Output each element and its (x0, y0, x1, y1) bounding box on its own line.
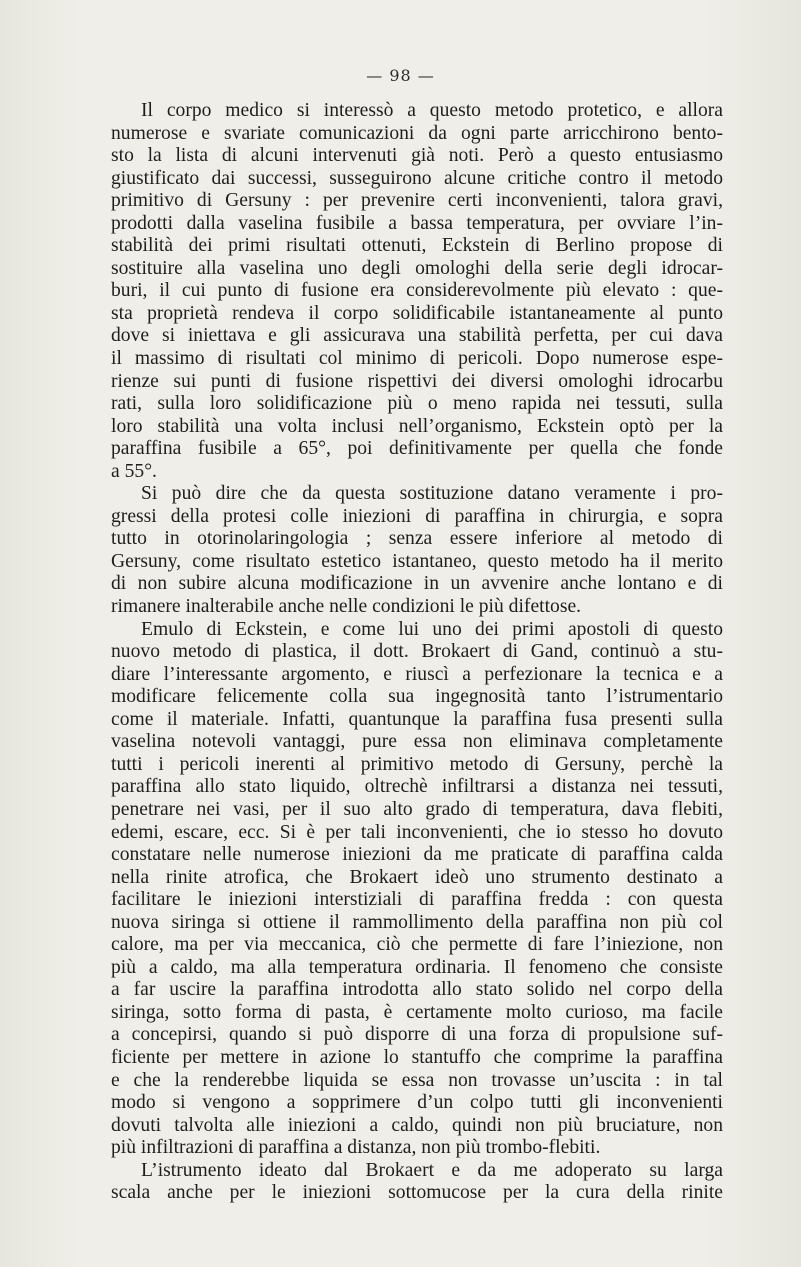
text-line: calore, ma per via meccanica, ciò che permette di fare l’iniezione, non (111, 934, 723, 956)
text-line: dove si iniettava e gli assicurava una stabilità perfetta, per cui dava (111, 325, 723, 347)
text-line: paraffina fusibile a 65°, poi definitivamente per quella che fonde (111, 438, 723, 460)
text-line: sta proprietà rendeva il corpo solidificabile istantaneamente al punto (111, 302, 723, 324)
text-line: numerose e svariate comunicazioni da ogni parte arricchirono bento- (111, 122, 723, 144)
paragraph (111, 483, 723, 618)
text-line: il massimo di risultati col minimo di pericoli. Dopo numerose espe- (111, 348, 723, 370)
text-line: L’istrumento ideato dal Brokaert e da me adoperato su larga (141, 1159, 723, 1181)
text-line: tutto in otorinolaringologia ; senza essere inferiore al metodo di (111, 528, 723, 550)
text-line: tutti i pericoli inerenti al primitivo metodo di Gersuny, perchè la (111, 753, 723, 775)
body-text (111, 100, 723, 1205)
text-line: stabilità dei primi risultati ottenuti, Eckstein di Berlino propose di (111, 235, 723, 257)
text-line: constatare nelle numerose iniezioni da me praticate di paraffina calda (111, 844, 723, 866)
text-line: rati, sulla loro solidificazione più o meno rapida nei tessuti, sulla (111, 393, 723, 415)
text-line: a far uscire la paraffina introdotta allo stato solido nel corpo della (111, 979, 723, 1001)
text-line: nella rinite atrofica, che Brokaert ideò uno strumento destinato a (111, 866, 723, 888)
page-number: — 98 — (366, 66, 435, 85)
paragraph (111, 100, 723, 483)
text-line: di non subire alcuna modificazione in un avvenire anche lontano e di (111, 573, 723, 595)
text-line: rienze sui punti di fusione rispettivi dei diversi omologhi idrocarbu (111, 370, 723, 392)
text-line: vaselina notevoli vantaggi, pure essa non eliminava completamente (111, 731, 723, 753)
text-line: nuovo metodo di plastica, il dott. Brokaert di Gand, continuò a stu- (111, 641, 723, 663)
text-line: rimanere inalterabile anche nelle condizioni le più difettose. (111, 596, 582, 618)
text-line: edemi, escare, ecc. Si è per tali inconvenienti, che io stesso ho dovuto (111, 821, 723, 843)
text-line: scala anche per le iniezioni sottomucose per la cura della rinite (111, 1182, 723, 1204)
text-line: nuova siringa si ottiene il rammollimento della paraffina non più col (111, 911, 723, 933)
text-line: sostituire alla vaselina uno degli omologhi della serie degli idrocar- (111, 257, 723, 279)
text-line: buri, il cui punto di fusione era considerevolmente più elevato : que- (111, 280, 723, 302)
text-line: facilitare le iniezioni interstiziali di paraffina fredda : con questa (111, 889, 723, 911)
text-line: diare l’interessante argomento, e riuscì a perfezionare la tecnica e a (111, 663, 723, 685)
text-line: Si può dire che da questa sostituzione datano veramente i pro- (141, 483, 723, 505)
text-line: più infiltrazioni di paraffina a distanza, non più trombo-flebiti. (111, 1137, 601, 1159)
text-line: loro stabilità una volta inclusi nell’organismo, Eckstein optò per la (111, 415, 723, 437)
text-line: Gersuny, come risultato estetico istantaneo, questo metodo ha il merito (111, 550, 723, 572)
text-line: Il corpo medico si interessò a questo metodo protetico, e allora (141, 100, 723, 121)
text-line: penetrare nei vasi, per il suo alto grado di temperatura, dava flebiti, (111, 798, 723, 820)
paragraph (111, 619, 723, 1160)
text-line: dovuti talvolta alle iniezioni a caldo, quindi non più bruciature, non (111, 1114, 723, 1136)
text-line: e che la renderebbe liquida se essa non trovasse un’uscita : in tal (111, 1069, 723, 1091)
paragraph (111, 1160, 723, 1205)
text-line: sto la lista di alcuni intervenuti già noti. Però a questo entusiasmo (111, 145, 723, 167)
text-line: modo si vengono a sopprimere d’un colpo tutti gli inconvenienti (111, 1092, 723, 1114)
text-line: prodotti dalla vaselina fusibile a bassa temperatura, per ovviare l’in- (111, 212, 723, 234)
text-line: più a caldo, ma alla temperatura ordinaria. Il fenomeno che consiste (111, 956, 723, 978)
text-line: modificare felicemente colla sua ingegnosità tanto l’istrumentario (111, 686, 723, 708)
text-line: Emulo di Eckstein, e come lui uno dei primi apostoli di questo (141, 618, 723, 640)
text-line: ficiente per mettere in azione lo stantuffo che comprime la paraffina (111, 1046, 723, 1068)
text-line: a 55°. (111, 460, 157, 482)
text-line: paraffina allo stato liquido, oltrechè infiltrarsi a distanza nei tessuti, (111, 776, 723, 798)
text-line: giustificato dai successi, susseguirono alcune critiche contro il metodo (111, 167, 723, 189)
text-line: primitivo di Gersuny : per prevenire certi inconvenienti, talora gravi, (111, 190, 723, 212)
text-line: gressi della protesi colle iniezioni di paraffina in chirurgia, e sopra (111, 505, 723, 527)
text-line: a concepirsi, quando si può disporre di una forza di propulsione suf- (111, 1024, 723, 1046)
text-line: siringa, sotto forma di pasta, è certamente molto curioso, ma facile (111, 1001, 723, 1023)
text-line: come il materiale. Infatti, quantunque la paraffina fusa presenti sulla (111, 708, 723, 730)
